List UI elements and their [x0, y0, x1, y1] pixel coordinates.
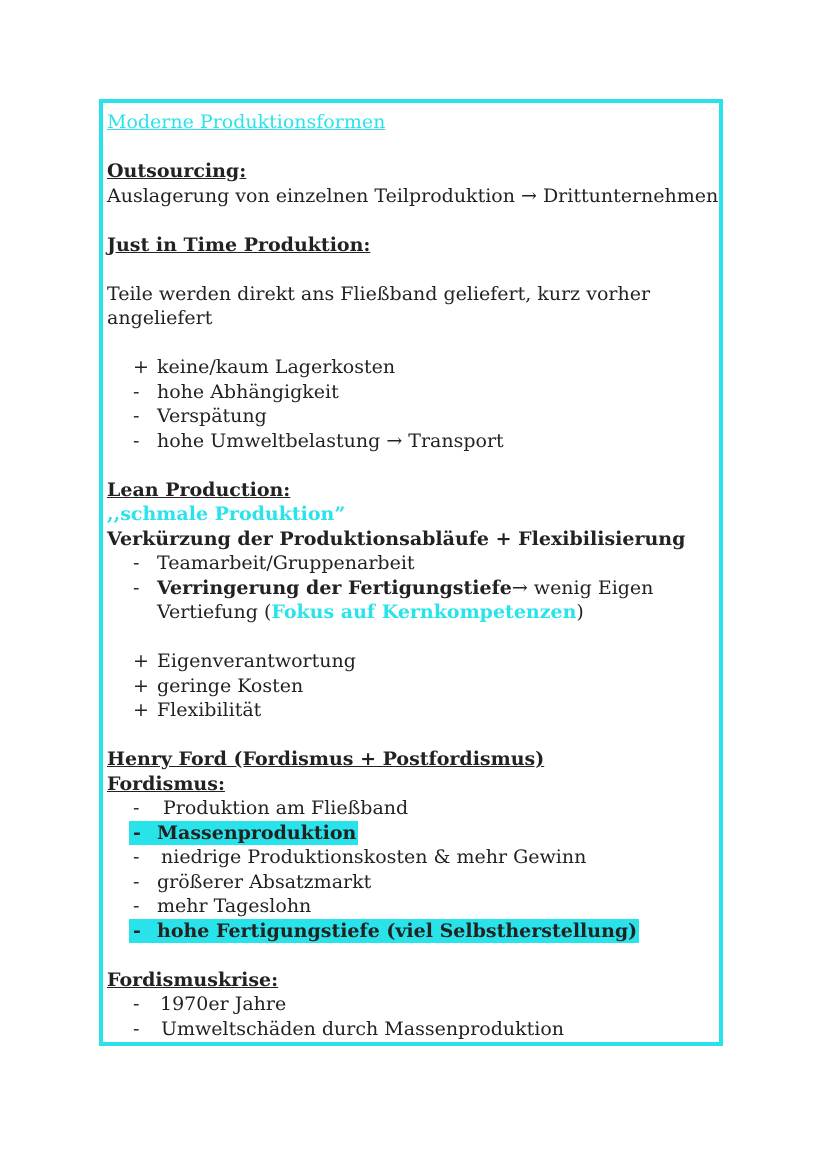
list-item-text: Flexibilität	[157, 699, 262, 721]
list-item-text: Teamarbeit/Gruppenarbeit	[157, 552, 415, 574]
list-item	[107, 429, 719, 454]
list-item-text: größerer Absatzmarkt	[157, 870, 372, 893]
list-item	[107, 1017, 719, 1042]
dash-marker: -	[133, 380, 140, 403]
list-item-text: mehr Tageslohn	[157, 895, 312, 917]
list-item	[107, 674, 719, 699]
dash-marker: -	[133, 1017, 140, 1040]
list-item-continuation	[107, 600, 719, 625]
lean-bold-line: Verkürzung der Produktionsabläufe + Flexibilisierung	[107, 527, 686, 550]
dash-marker: -	[133, 895, 140, 917]
dash-marker: -	[133, 552, 140, 574]
list-item-text: Umweltschäden durch Massenproduktion	[161, 1017, 565, 1040]
list-item-text: geringe Kosten	[157, 674, 304, 697]
list-item-text: Produktion am Fließband	[163, 797, 409, 819]
list-item-text: keine/kaum Lagerkosten	[157, 356, 396, 378]
dash-marker: -	[133, 576, 140, 599]
list-item-highlighted	[107, 919, 719, 944]
document-body	[107, 110, 719, 1041]
list-item	[107, 796, 719, 821]
dash-marker: -	[133, 797, 140, 819]
plus-marker: +	[133, 674, 149, 697]
lean-subtitle: ,,schmale Produktion”	[107, 503, 346, 525]
outsourcing-text: Auslagerung von einzelnen Teilproduktion → Drittunternehmen	[107, 184, 719, 207]
list-item-text: Massenproduktion	[157, 821, 357, 844]
list-item-text: hohe Umweltbelastung → Transport	[157, 429, 504, 452]
list-item-text: hohe Fertigungstiefe (viel Selbstherstellung)	[157, 919, 638, 942]
list-item-highlighted	[107, 821, 719, 846]
dash-marker: -	[133, 846, 140, 868]
highlight	[129, 919, 639, 944]
list-item	[107, 894, 719, 919]
core-competence-text: Fokus auf Kernkompetenzen	[271, 601, 577, 623]
list-item	[107, 992, 719, 1017]
dash-marker: -	[133, 870, 140, 893]
list-item	[107, 649, 719, 674]
jit-text-line-1: Teile werden direkt ans Fließband geliefert, kurz vorher	[107, 282, 651, 305]
dash-marker: -	[133, 821, 141, 844]
dash-marker: -	[133, 919, 141, 942]
list-item-text: Verspätung	[157, 405, 267, 427]
list-item	[107, 845, 719, 870]
plus-marker: +	[133, 699, 149, 721]
plus-marker: +	[133, 650, 149, 672]
lean-heading: Lean Production:	[107, 478, 291, 501]
list-item	[107, 576, 719, 601]
list-item-text: Eigenverantwortung	[157, 650, 356, 672]
list-item-text: → wenig Eigen	[511, 576, 654, 599]
dash-marker: -	[133, 429, 140, 452]
continuation-text: Vertiefung (	[157, 601, 272, 623]
list-item	[107, 551, 719, 576]
list-item	[107, 870, 719, 895]
highlight	[129, 821, 358, 846]
dash-marker: -	[133, 993, 140, 1015]
page-title[interactable]: Moderne Produktionsformen	[107, 111, 386, 133]
dash-marker: -	[133, 405, 140, 427]
list-item	[107, 355, 719, 380]
jit-heading: Just in Time Produktion:	[107, 233, 371, 256]
continuation-text: )	[576, 601, 584, 623]
outsourcing-heading: Outsourcing:	[107, 160, 247, 182]
list-item-text: 1970er Jahre	[160, 993, 287, 1015]
list-item	[107, 380, 719, 405]
list-item	[107, 698, 719, 723]
plus-marker: +	[133, 356, 149, 378]
fordism-heading: Fordismus:	[107, 772, 225, 795]
list-item	[107, 404, 719, 429]
list-item-text: niedrige Produktionskosten & mehr Gewinn	[161, 846, 587, 868]
crisis-heading: Fordismuskrise:	[107, 968, 279, 991]
ford-heading: Henry Ford (Fordismus + Postfordismus)	[107, 748, 545, 770]
list-item-text: hohe Abhängigkeit	[157, 380, 339, 403]
list-item-bold-text: Verringerung der Fertigungstiefe	[157, 576, 512, 599]
jit-text-line-2: angeliefert	[107, 307, 213, 329]
